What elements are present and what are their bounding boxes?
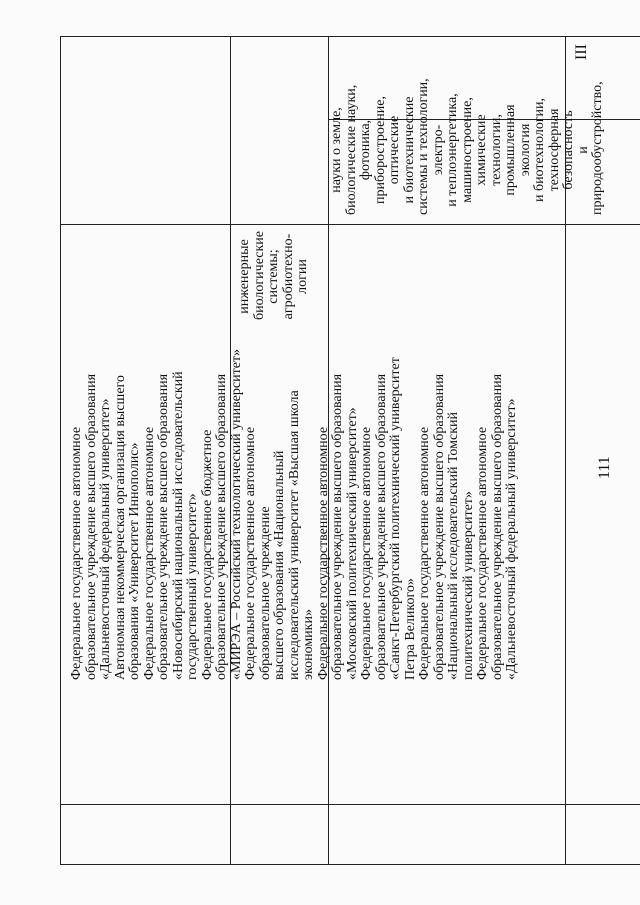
org-line: образовательное учреждение высшего образования	[83, 373, 99, 680]
org-line: Федеральное государственное автономное	[69, 426, 84, 680]
science-line: системы и технологии,	[416, 78, 431, 215]
technology-line: логии	[295, 259, 310, 294]
org-line: Федеральное государственное автономное	[475, 426, 490, 680]
org-line: «Новосибирский национальный исследовательский	[170, 371, 186, 680]
science-line: оптические	[387, 115, 402, 185]
org-line: Федеральное государственное автономное	[243, 426, 258, 680]
technology-line: агробиотехно-	[280, 233, 296, 320]
org-line: «МИРЭА – Российский технологический университет»	[228, 348, 244, 680]
org-line: Федеральное государственное автономное	[417, 426, 432, 680]
science-line: электро-	[430, 124, 446, 176]
technology-line: биологические	[251, 231, 267, 320]
science-areas-cell	[329, 78, 606, 215]
org-line: исследовательский университет «Высшая школа	[286, 390, 302, 680]
org-line: экономики»	[301, 609, 316, 680]
org-line: политехнический университет»	[460, 491, 476, 680]
org-line: Федеральное государственное автономное	[141, 426, 157, 680]
table-rule-2	[60, 224, 640, 225]
org-line: Федеральное государственное автономное	[315, 426, 331, 680]
org-line: «Дальневосточный федеральный университет»	[98, 398, 113, 680]
science-line: науки о земле,	[329, 107, 344, 193]
org-line: Автономная некоммерческая организация высшего	[112, 375, 128, 680]
org-line: «Санкт-Петербургский политехнический университет	[388, 357, 403, 680]
org-line: государственный университет»	[185, 493, 200, 680]
org-line: образовательное учреждение	[257, 506, 273, 680]
science-line: и теплоэнергетика,	[445, 93, 460, 207]
science-line: и биотехнические	[401, 96, 417, 204]
science-line: промышленная	[503, 104, 518, 196]
science-line: фотоника,	[358, 119, 373, 181]
science-line: биологические науки,	[343, 84, 359, 215]
org-line: Федеральное государственное автономное	[359, 426, 374, 680]
org-line: образования «Университет Иннополис»	[127, 442, 142, 680]
org-line: Федеральное государственное бюджетное	[199, 429, 215, 680]
science-line: приборостроение,	[372, 95, 388, 205]
org-line: образовательное учреждение высшего образования	[373, 373, 389, 680]
science-line: и	[575, 146, 591, 154]
org-line: образовательное учреждение высшего образования	[330, 373, 345, 680]
science-line: безопасность	[561, 110, 576, 190]
org-line: высшего образования «Национальный	[272, 450, 287, 680]
org-line: «Дальневосточный федеральный университет»	[504, 398, 519, 680]
technology-line: инженерные	[237, 239, 252, 314]
science-line: техносферная	[546, 108, 562, 192]
org-line: образовательное учреждение высшего образования	[156, 373, 171, 680]
level-cell: III	[573, 44, 590, 60]
org-line: образовательное учреждение высшего образования	[489, 373, 505, 680]
science-line: и биотехнологии,	[532, 97, 547, 203]
science-line: экология	[517, 123, 533, 177]
table-border-right	[60, 36, 640, 37]
science-line: технологии,	[488, 114, 504, 186]
org-line: образовательное учреждение высшего образования	[431, 373, 447, 680]
science-line: машиностроение,	[459, 97, 475, 203]
org-line: «Московский политехнический университет»	[344, 407, 360, 680]
table-border-left	[60, 864, 640, 865]
org-line: «Национальный исследовательский Томский	[446, 411, 461, 680]
org-line: Петра Великого»	[402, 578, 418, 680]
org-line: образовательное учреждение высшего образования	[214, 373, 229, 680]
table-rule-1	[60, 804, 640, 805]
table-border-top	[60, 36, 61, 865]
science-line: природообустройство,	[590, 81, 605, 215]
science-line: химические	[474, 114, 489, 186]
page-number: 111	[596, 456, 613, 479]
technology-cell	[238, 233, 311, 320]
technology-line: системы;	[266, 249, 281, 304]
